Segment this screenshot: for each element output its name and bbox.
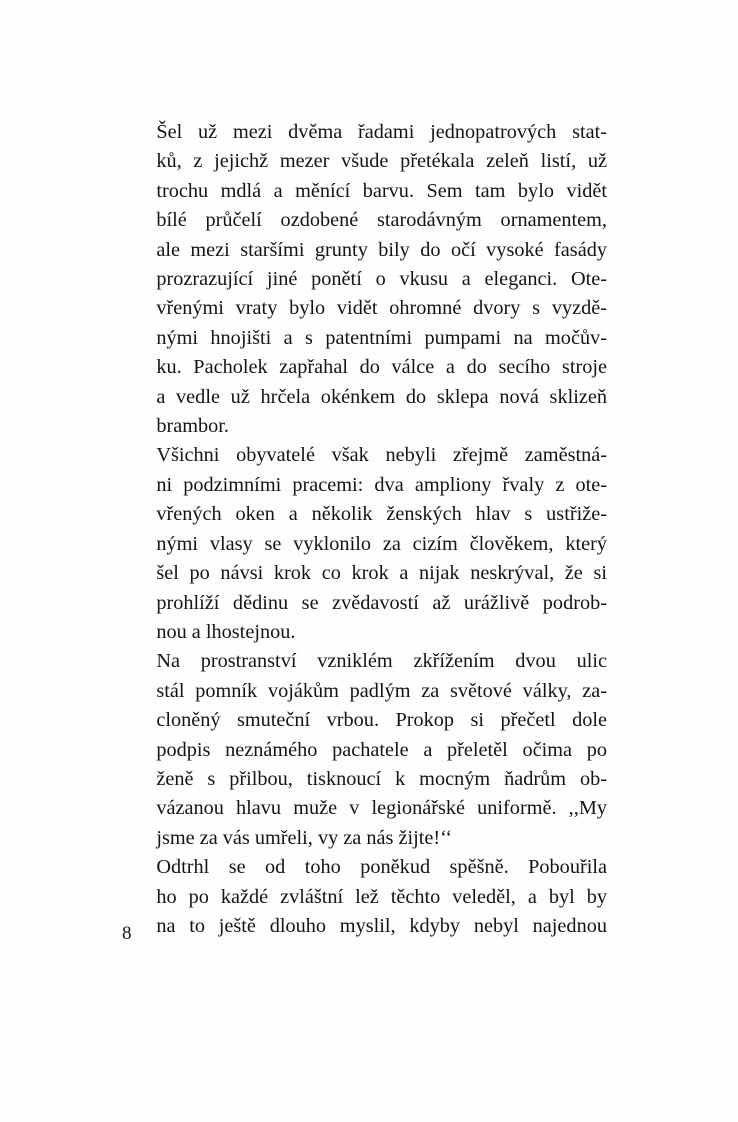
text-line: ženě s přilbou, tisknoucí k mocným ňadrům ob- [156, 767, 607, 790]
text-line: Všichni obyvatelé však nebyli zřejmě zaměstná- [156, 444, 607, 467]
text-line: Šel už mezi dvěma řadami jednopatrových stat- [156, 121, 607, 143]
text-line: cloněný smuteční vrbou. Prokop si přečetl dole [156, 709, 607, 732]
text-line: jsme za vás umřeli, vy za nás žijte!‘‘ [156, 826, 453, 849]
text-line: brambor. [156, 415, 229, 438]
text-line: Na prostranství vzniklém zkřížením dvou ulic [156, 650, 607, 673]
page-text-block [135, 118, 607, 941]
text-line: prozrazující jiné ponětí o vkusu a eleganci. Ote- [156, 268, 607, 291]
text-line: vřených oken a několik ženských hlav s ustřiže- [156, 503, 607, 526]
text-line: nou a lhostejnou. [156, 620, 296, 643]
text-line: stál pomník vojákům padlým za světové války, za- [156, 679, 607, 702]
paragraph-2 [135, 441, 607, 647]
text-line: ku. Pacholek zapřahal do válce a do secího stroje [156, 356, 607, 379]
paragraph-4 [135, 853, 607, 941]
text-line: Odtrhl se od toho poněkud spěšně. Pobouřila [156, 856, 607, 879]
paragraph-1 [135, 118, 607, 441]
text-line: a vedle už hrčela okénkem do sklepa nová sklizeň [156, 385, 607, 408]
text-line: ků, z jejichž mezer všude přetékala zeleň listí, už [156, 150, 607, 173]
text-line: ni podzimními pracemi: dva ampliony řvaly z ote- [156, 473, 607, 496]
text-line: ale mezi staršími grunty bily do očí vysoké fasády [156, 238, 607, 261]
text-line: podpis neznámého pachatele a přeletěl očima po [156, 738, 607, 761]
text-line: vázanou hlavu muže v legionářské uniformě. ,,My [156, 797, 607, 820]
text-line: trochu mdlá a měnící barvu. Sem tam bylo vidět [156, 179, 607, 202]
paragraph-3 [135, 647, 607, 853]
page-number: 8 [122, 923, 132, 944]
text-line: ho po každé zvláštní lež těchto veleděl, a byl by [156, 885, 607, 908]
text-line: vřenými vraty bylo vidět ohromné dvory s vyzdě- [156, 297, 607, 320]
text-line: nými vlasy se vyklonilo za cizím člověkem, který [156, 532, 607, 555]
text-line: na to ještě dlouho myslil, kdyby nebyl najednou [156, 914, 607, 937]
text-line: bílé průčelí ozdobené starodávným ornamentem, [156, 209, 607, 232]
text-line: šel po návsi krok co krok a nijak neskrýval, že si [156, 562, 607, 585]
text-line: nými hnojišti a s patentními pumpami na močův- [156, 326, 607, 349]
text-line: prohlíží dědinu se zvědavostí až urážlivě podrob- [156, 591, 607, 614]
